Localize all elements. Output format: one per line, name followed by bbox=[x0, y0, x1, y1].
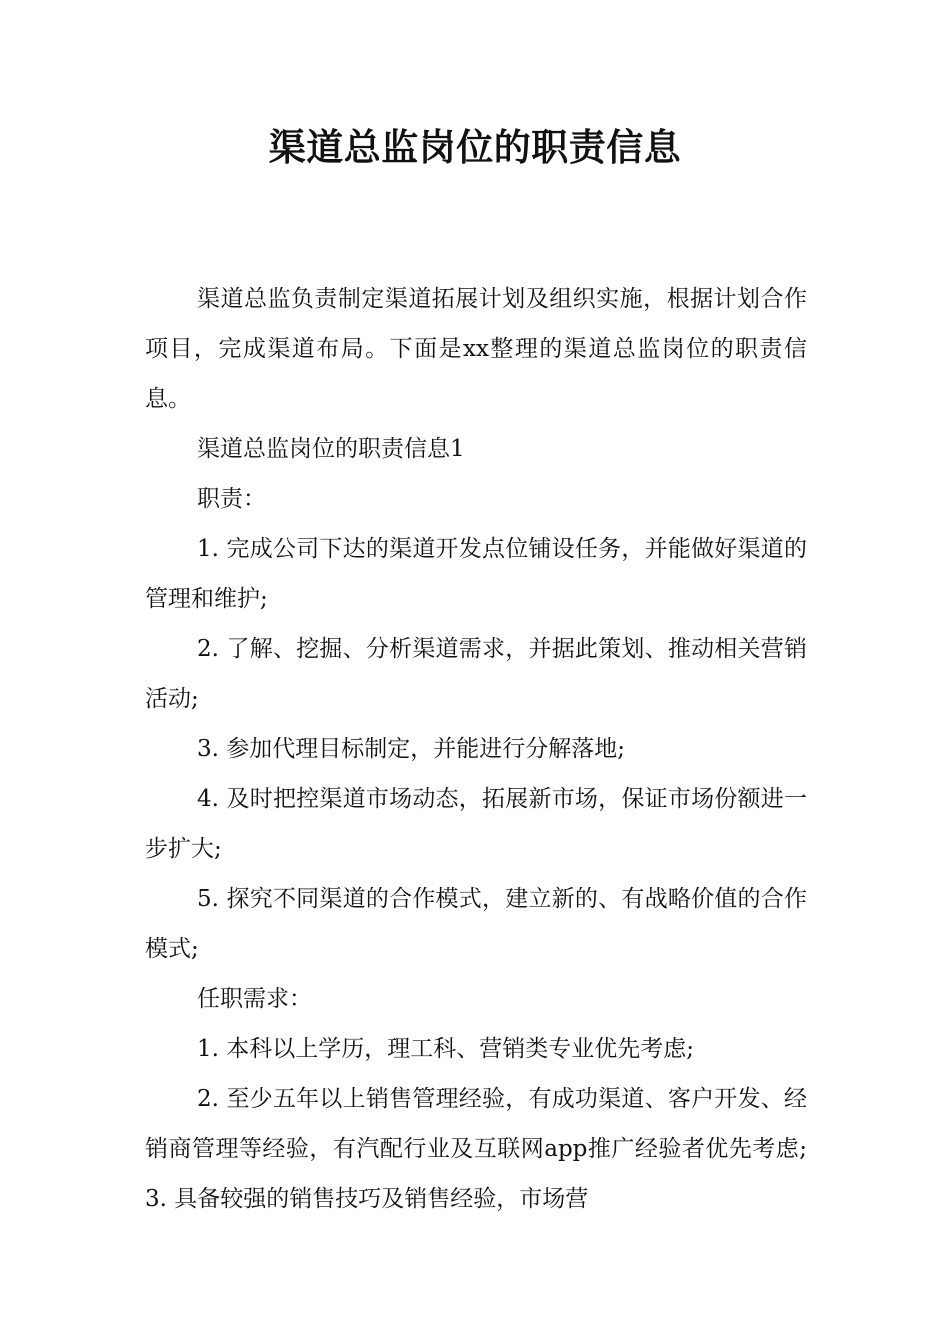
section-heading: 渠道总监岗位的职责信息1 bbox=[197, 436, 465, 462]
requirement-item: 1. 本科以上学历，理工科、营销类专业优先考虑; bbox=[197, 1036, 695, 1062]
intro-paragraph: 渠道总监负责制定渠道拓展计划及组织实施，根据计划合作项目，完成渠道布局。下面是xx整理的渠道总监岗位的职责信息。 bbox=[145, 286, 807, 412]
duties-heading: 职责： bbox=[197, 486, 266, 512]
requirements-heading: 任职需求： bbox=[197, 986, 312, 1012]
duty-item: 4. 及时把控渠道市场动态，拓展新市场，保证市场份额进一步扩大; bbox=[145, 786, 807, 862]
document-title: 渠道总监岗位的职责信息 bbox=[268, 126, 682, 169]
duty-item: 3. 参加代理目标制定，并能进行分解落地; bbox=[197, 736, 626, 762]
duty-item: 2. 了解、挖掘、分析渠道需求，并据此策划、推动相关营销活动; bbox=[145, 636, 807, 712]
duty-item: 5. 探究不同渠道的合作模式，建立新的、有战略价值的合作模式; bbox=[145, 886, 807, 962]
requirement-item: 2. 至少五年以上销售管理经验，有成功渠道、客户开发、经销商管理等经验，有汽配行业及互联网app推广经验者优先考虑; 3. 具备较强的销售技巧及销售经验，市场营 bbox=[145, 1086, 807, 1212]
document-body bbox=[145, 274, 807, 1224]
duty-item: 1. 完成公司下达的渠道开发点位铺设任务，并能做好渠道的管理和维护; bbox=[145, 536, 807, 612]
